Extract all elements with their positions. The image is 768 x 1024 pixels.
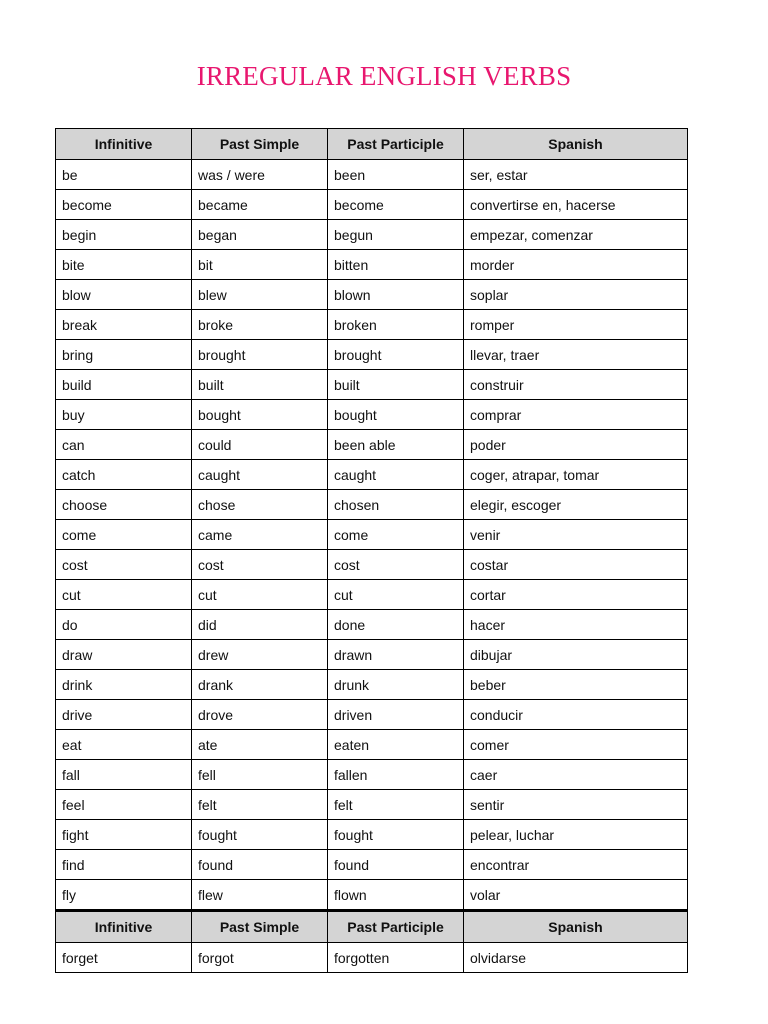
table-row bbox=[56, 370, 688, 400]
cell-spanish: venir bbox=[464, 520, 688, 550]
cell-past-participle: done bbox=[328, 610, 464, 640]
table-row bbox=[56, 640, 688, 670]
cell-infinitive: fight bbox=[56, 820, 192, 850]
cell-past-participle: begun bbox=[328, 220, 464, 250]
cell-past-simple: did bbox=[192, 610, 328, 640]
cell-infinitive: drink bbox=[56, 670, 192, 700]
cell-spanish: encontrar bbox=[464, 850, 688, 880]
table-row bbox=[56, 490, 688, 520]
cell-spanish: volar bbox=[464, 880, 688, 911]
cell-past-simple: bit bbox=[192, 250, 328, 280]
cell-past-simple: became bbox=[192, 190, 328, 220]
cell-past-simple: caught bbox=[192, 460, 328, 490]
cell-spanish: costar bbox=[464, 550, 688, 580]
table-row bbox=[56, 520, 688, 550]
cell-infinitive: can bbox=[56, 430, 192, 460]
cell-infinitive: blow bbox=[56, 280, 192, 310]
cell-spanish: coger, atrapar, tomar bbox=[464, 460, 688, 490]
cell-past-participle: cost bbox=[328, 550, 464, 580]
cell-infinitive: begin bbox=[56, 220, 192, 250]
cell-past-participle: found bbox=[328, 850, 464, 880]
cell-past-participle: caught bbox=[328, 460, 464, 490]
cell-past-participle: forgotten bbox=[328, 943, 464, 973]
cell-infinitive: eat bbox=[56, 730, 192, 760]
table-row bbox=[56, 250, 688, 280]
verbs-table-section-2 bbox=[56, 911, 688, 973]
cell-past-participle: bitten bbox=[328, 250, 464, 280]
cell-infinitive: forget bbox=[56, 943, 192, 973]
cell-past-participle: fallen bbox=[328, 760, 464, 790]
verbs-table-section-1 bbox=[56, 129, 688, 911]
cell-past-participle: become bbox=[328, 190, 464, 220]
cell-past-participle: built bbox=[328, 370, 464, 400]
cell-past-participle: brought bbox=[328, 340, 464, 370]
table-row bbox=[56, 760, 688, 790]
cell-past-participle: blown bbox=[328, 280, 464, 310]
column-header-infinitive: Infinitive bbox=[56, 129, 192, 160]
table-row bbox=[56, 730, 688, 760]
column-header-spanish: Spanish bbox=[464, 129, 688, 160]
column-header-past-participle: Past Participle bbox=[328, 129, 464, 160]
column-header-spanish: Spanish bbox=[464, 911, 688, 943]
cell-infinitive: build bbox=[56, 370, 192, 400]
table-row bbox=[56, 850, 688, 880]
cell-infinitive: bite bbox=[56, 250, 192, 280]
table-row bbox=[56, 790, 688, 820]
cell-past-simple: drove bbox=[192, 700, 328, 730]
cell-past-simple: began bbox=[192, 220, 328, 250]
table-row bbox=[56, 880, 688, 911]
cell-spanish: pelear, luchar bbox=[464, 820, 688, 850]
page-title: IRREGULAR ENGLISH VERBS bbox=[196, 61, 572, 91]
table-row bbox=[56, 190, 688, 220]
cell-past-participle: drawn bbox=[328, 640, 464, 670]
cell-past-simple: drew bbox=[192, 640, 328, 670]
cell-past-simple: fought bbox=[192, 820, 328, 850]
cell-past-participle: flown bbox=[328, 880, 464, 911]
cell-infinitive: fall bbox=[56, 760, 192, 790]
cell-past-simple: chose bbox=[192, 490, 328, 520]
cell-past-participle: broken bbox=[328, 310, 464, 340]
table-row bbox=[56, 280, 688, 310]
cell-past-simple: ate bbox=[192, 730, 328, 760]
cell-past-simple: felt bbox=[192, 790, 328, 820]
cell-infinitive: drive bbox=[56, 700, 192, 730]
table-row bbox=[56, 943, 688, 973]
cell-past-simple: drank bbox=[192, 670, 328, 700]
cell-spanish: olvidarse bbox=[464, 943, 688, 973]
table-row bbox=[56, 160, 688, 190]
cell-spanish: sentir bbox=[464, 790, 688, 820]
table-row bbox=[56, 460, 688, 490]
cell-spanish: empezar, comenzar bbox=[464, 220, 688, 250]
cell-infinitive: draw bbox=[56, 640, 192, 670]
cell-past-simple: cost bbox=[192, 550, 328, 580]
cell-infinitive: be bbox=[56, 160, 192, 190]
table-row bbox=[56, 610, 688, 640]
cell-infinitive: come bbox=[56, 520, 192, 550]
table-row bbox=[56, 550, 688, 580]
cell-infinitive: find bbox=[56, 850, 192, 880]
cell-infinitive: choose bbox=[56, 490, 192, 520]
cell-spanish: convertirse en, hacerse bbox=[464, 190, 688, 220]
table-row bbox=[56, 340, 688, 370]
cell-past-simple: was / were bbox=[192, 160, 328, 190]
cell-spanish: cortar bbox=[464, 580, 688, 610]
cell-past-participle: been bbox=[328, 160, 464, 190]
cell-infinitive: catch bbox=[56, 460, 192, 490]
cell-spanish: caer bbox=[464, 760, 688, 790]
cell-past-participle: been able bbox=[328, 430, 464, 460]
cell-spanish: dibujar bbox=[464, 640, 688, 670]
table-row bbox=[56, 820, 688, 850]
cell-past-simple: bought bbox=[192, 400, 328, 430]
cell-past-simple: forgot bbox=[192, 943, 328, 973]
table-row bbox=[56, 310, 688, 340]
table-row bbox=[56, 670, 688, 700]
table-row bbox=[56, 430, 688, 460]
cell-past-participle: eaten bbox=[328, 730, 464, 760]
cell-spanish: conducir bbox=[464, 700, 688, 730]
column-header-past-simple: Past Simple bbox=[192, 911, 328, 943]
cell-spanish: soplar bbox=[464, 280, 688, 310]
cell-infinitive: cut bbox=[56, 580, 192, 610]
cell-spanish: romper bbox=[464, 310, 688, 340]
table-row bbox=[56, 220, 688, 250]
cell-past-simple: brought bbox=[192, 340, 328, 370]
cell-past-participle: driven bbox=[328, 700, 464, 730]
column-header-past-simple: Past Simple bbox=[192, 129, 328, 160]
table-row bbox=[56, 700, 688, 730]
cell-spanish: ser, estar bbox=[464, 160, 688, 190]
cell-infinitive: break bbox=[56, 310, 192, 340]
cell-spanish: hacer bbox=[464, 610, 688, 640]
cell-spanish: comprar bbox=[464, 400, 688, 430]
table-header-row bbox=[56, 129, 688, 160]
cell-past-simple: blew bbox=[192, 280, 328, 310]
cell-spanish: morder bbox=[464, 250, 688, 280]
cell-past-participle: cut bbox=[328, 580, 464, 610]
cell-spanish: poder bbox=[464, 430, 688, 460]
cell-past-simple: found bbox=[192, 850, 328, 880]
column-header-infinitive: Infinitive bbox=[56, 911, 192, 943]
cell-infinitive: bring bbox=[56, 340, 192, 370]
cell-past-participle: fought bbox=[328, 820, 464, 850]
cell-spanish: construir bbox=[464, 370, 688, 400]
cell-spanish: beber bbox=[464, 670, 688, 700]
cell-past-participle: bought bbox=[328, 400, 464, 430]
cell-infinitive: feel bbox=[56, 790, 192, 820]
cell-past-simple: came bbox=[192, 520, 328, 550]
cell-infinitive: cost bbox=[56, 550, 192, 580]
cell-past-simple: built bbox=[192, 370, 328, 400]
cell-past-participle: come bbox=[328, 520, 464, 550]
cell-spanish: elegir, escoger bbox=[464, 490, 688, 520]
cell-past-simple: flew bbox=[192, 880, 328, 911]
cell-past-simple: cut bbox=[192, 580, 328, 610]
table-row bbox=[56, 580, 688, 610]
table-header-row-repeat bbox=[56, 911, 688, 943]
cell-past-simple: fell bbox=[192, 760, 328, 790]
cell-spanish: llevar, traer bbox=[464, 340, 688, 370]
verbs-table bbox=[55, 128, 688, 973]
cell-past-simple: could bbox=[192, 430, 328, 460]
cell-past-simple: broke bbox=[192, 310, 328, 340]
column-header-past-participle: Past Participle bbox=[328, 911, 464, 943]
cell-past-participle: chosen bbox=[328, 490, 464, 520]
table-row bbox=[56, 400, 688, 430]
cell-past-participle: drunk bbox=[328, 670, 464, 700]
cell-infinitive: do bbox=[56, 610, 192, 640]
cell-past-participle: felt bbox=[328, 790, 464, 820]
cell-infinitive: become bbox=[56, 190, 192, 220]
cell-infinitive: fly bbox=[56, 880, 192, 911]
cell-infinitive: buy bbox=[56, 400, 192, 430]
cell-spanish: comer bbox=[464, 730, 688, 760]
